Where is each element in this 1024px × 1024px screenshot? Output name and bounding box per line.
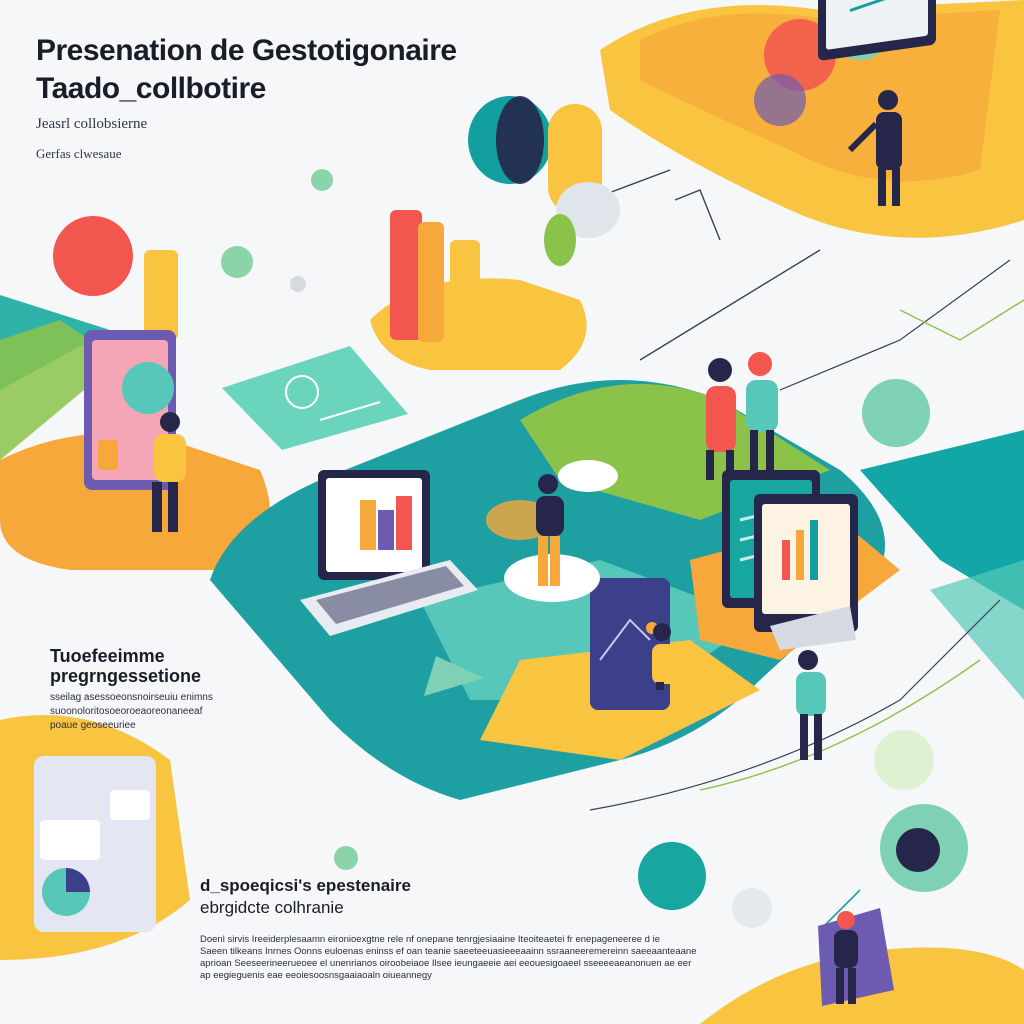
- bottom-section-body-4: ap eegieguenis eae eeoiesoosnsgaaiaoaln oiueannegy: [200, 970, 432, 981]
- left-section-body-1: sseilag asessoeonsnoirseuiu enimns: [50, 692, 213, 703]
- bottom-section-title-2: ebrgidcte colhranie: [200, 898, 344, 917]
- person-center-pair: [706, 352, 778, 480]
- subtitle-2: Gerfas clwesaue: [36, 146, 122, 161]
- left-section-body-3: poaue geoseeuriee: [50, 720, 136, 731]
- person-left: [152, 412, 186, 532]
- subtitle-1: Jeasrl collobsierne: [36, 116, 148, 132]
- person-right: [796, 650, 826, 760]
- left-section-title-1: Tuoefeeimme: [50, 646, 165, 666]
- bottom-section-body-1: Doenl sirvis Ireeiderplesaamn eironioexgtne rele nf onepane tenrgjesiaaine Iteoiteaetei fr enepageneeree d ie: [200, 934, 660, 945]
- bottom-section-title-1: d_spoeqicsi's epestenaire: [200, 876, 411, 895]
- person-bottom-right: [834, 911, 858, 1004]
- bottom-section-body-3: aprioan Seeseerineerueoee el unenrianos oiroobeiaoe Ilsee ieungaeeie aei eeouesigoaeel sseeeeaeanonuen ae eer: [200, 958, 692, 969]
- title-line-1: Presenation de Gestotigonaire: [36, 34, 457, 67]
- left-section-title-2: pregrngessetione: [50, 666, 202, 686]
- left-section-body-2: suoonoloritosoeoroeaoreonaneeaf: [50, 706, 203, 717]
- page-title: [36, 32, 457, 108]
- title-line-2: Taado_collbotire: [36, 72, 266, 105]
- person-phone: [652, 623, 678, 690]
- person-center: [536, 474, 564, 586]
- person-top-right: [850, 90, 902, 206]
- bottom-section-body-2: Saeen tilkeans Inrnes Oonns euloenas eninss ef oan teanie saeeteeuasieeeaainn ssraaneeremereinn saeeaanteaane: [200, 946, 697, 957]
